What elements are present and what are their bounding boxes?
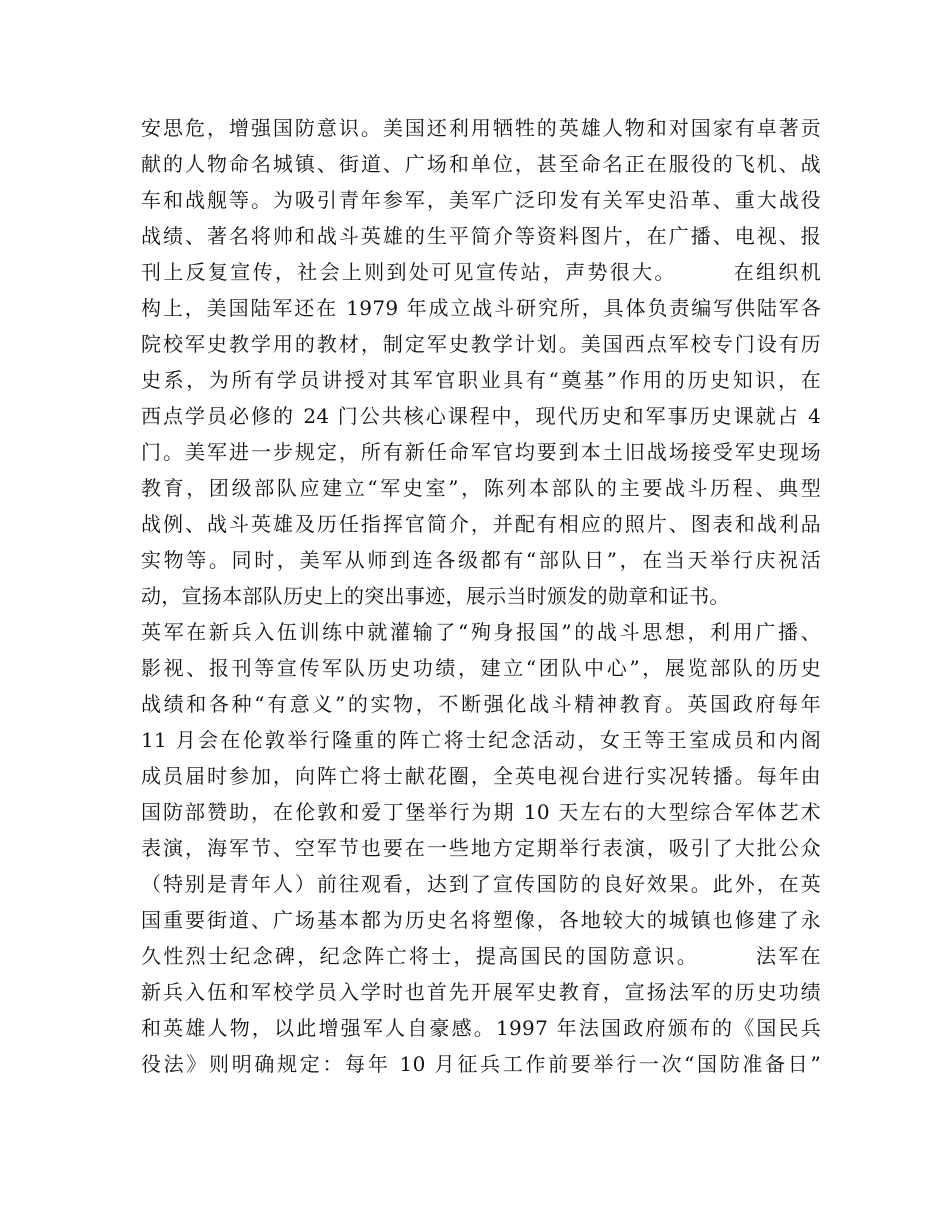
text-line: 西点学员必修的 24 门公共核心课程中，现代历史和军事历史课就占 4: [141, 404, 821, 428]
text-line: 战绩和各种“有意义”的实物，不断强化战斗精神教育。英国政府每年: [141, 692, 821, 716]
text-line: 表演，海军节、空军节也要在一些地方定期举行表演，吸引了大批公众: [141, 836, 821, 860]
text-line: 车和战舰等。为吸引青年参军，美军广泛印发有关军史沿革、重大战役: [141, 188, 821, 212]
text-line: 11 月会在伦敦举行隆重的阵亡将士纪念活动，女王等王室成员和内阁: [141, 728, 821, 752]
text-line: 史系，为所有学员讲授对其军官职业具有“奠基”作用的历史知识，在: [141, 368, 821, 392]
text-line: 国防部赞助，在伦敦和爱丁堡举行为期 10 天左右的大型综合军体艺术: [141, 800, 821, 824]
text-line: 动，宣扬本部队历史上的突出事迹，展示当时颁发的勋章和证书。: [141, 584, 730, 608]
text-line: 国重要街道、广场基本都为历史名将塑像，各地较大的城镇也修建了永: [141, 908, 821, 932]
text-line: 战例、战斗英雄及历任指挥官简介，并配有相应的照片、图表和战利品: [141, 512, 821, 536]
text-line: 构上，美国陆军还在 1979 年成立战斗研究所，具体负责编写供陆军各: [141, 296, 821, 320]
body-text: [141, 110, 821, 1082]
text-line: 新兵入伍和军校学员入学时也首先开展军史教育，宣扬法军的历史功绩: [141, 980, 821, 1004]
text-line: 门。美军进一步规定，所有新任命军官均要到本土旧战场接受军史现场: [141, 440, 821, 464]
text-line: 安思危，增强国防意识。美国还利用牺牲的英雄人物和对国家有卓著贡: [141, 116, 821, 140]
text-line: 久性烈士纪念碑，纪念阵亡将士，提高国民的国防意识。 法军在: [141, 944, 821, 968]
text-line: （特别是青年人）前往观看，达到了宣传国防的良好效果。此外，在英: [141, 872, 821, 896]
text-line: 战绩、著名将帅和战斗英雄的生平简介等资料图片，在广播、电视、报: [141, 224, 821, 248]
text-line: 院校军史教学用的教材，制定军史教学计划。美国西点军校专门设有历: [141, 332, 821, 356]
text-line: 刊上反复宣传，社会上则到处可见宣传站，声势很大。 在组织机: [141, 260, 821, 284]
text-line: 和英雄人物，以此增强军人自豪感。1997 年法国政府颁布的《国民兵: [141, 1016, 821, 1040]
text-line: 教育，团级部队应建立“军史室”，陈列本部队的主要战斗历程、典型: [141, 476, 821, 500]
text-line: 成员届时参加，向阵亡将士献花圈，全英电视台进行实况转播。每年由: [141, 764, 821, 788]
text-line: 英军在新兵入伍训练中就灌输了“殉身报国”的战斗思想，利用广播、: [141, 620, 821, 644]
text-line: 役法》则明确规定：每年 10 月征兵工作前要举行一次“国防准备日”: [141, 1052, 821, 1076]
text-line: 实物等。同时，美军从师到连各级都有“部队日”，在当天举行庆祝活: [141, 548, 821, 572]
text-line: 影视、报刊等宣传军队历史功绩，建立“团队中心”，展览部队的历史: [141, 656, 821, 680]
text-line: 献的人物命名城镇、街道、广场和单位，甚至命名正在服役的飞机、战: [141, 152, 821, 176]
